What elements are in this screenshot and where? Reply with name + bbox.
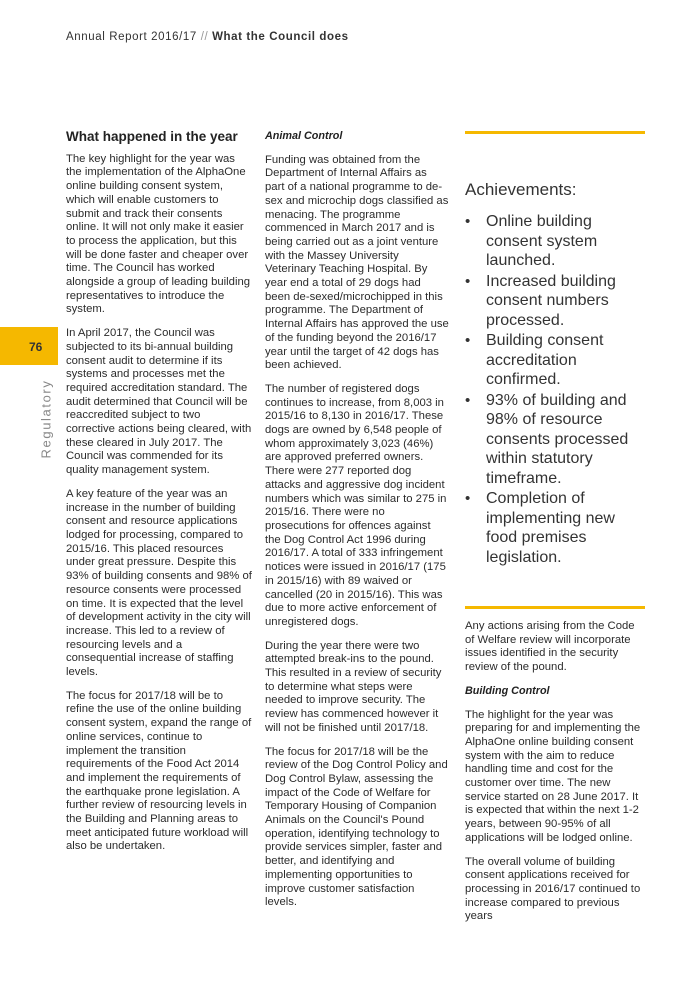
achievements-bottom-rule	[465, 606, 645, 609]
achievement-text: 93% of building and 98% of resource consents processed within statutory timeframe.	[486, 391, 629, 487]
paragraph: Funding was obtained from the Department of Internal Affairs as part of a national programme to de-sex and microchip dogs classified as menacing. The programme commenced in March 2017 and is being carried out as a joint venture with the Massey University Veterinary Teaching Hospital. By year end a total of 29 dogs had been de-sexed/microchipped in this programme. The Department of Internal Affairs has approved the use of the funding beyond the 2016/17 year until the target of 42 dogs has been achieved.	[265, 153, 449, 372]
achievement-text: Increased building consent numbers processed.	[486, 272, 616, 329]
column-building-control	[465, 620, 647, 934]
achievements-top-rule	[465, 131, 645, 134]
bullet-icon: •	[465, 213, 471, 230]
side-label-text: Regulatory	[38, 379, 54, 459]
paragraph: The focus for 2017/18 will be the review of the Dog Control Policy and Dog Control Bylaw, assessing the impact of the Code of Welfare for Temporary Housing of Companion Animals on the Council's Pound operation, identifying technology to provide services simpler, faster and better, and identifying and implementing opportunities to improve customer satisfaction levels.	[265, 745, 448, 909]
report-title: Annual Report 2016/17	[66, 31, 197, 43]
heading-building-control: Building Control	[465, 684, 550, 697]
section-title: What the Council does	[212, 31, 349, 43]
achievement-item	[465, 331, 647, 390]
achievement-item	[465, 272, 647, 331]
paragraph: The number of registered dogs continues to increase, from 8,003 in 2015/16 to 8,130 in 2016/17. These dogs are owned by 6,548 people of whom approximately 3,023 (46%) are approved preferred owners. There were 277 reported dog attacks and aggressive dog incident numbers which was similar to 275 in 2015/16. There were no prosecutions for offences against the Dog Control Act 1996 during 2016/17. A total of 333 infringement notices were issued in 2016/17 (175 in 2015/16) with 89 waived or cancelled (20 in 2015/16). This was due to more active enforcement of unregistered dogs.	[265, 382, 447, 628]
running-header	[66, 31, 349, 43]
achievement-item	[465, 212, 647, 271]
achievement-text: Building consent accreditation confirmed.	[486, 332, 604, 388]
paragraph: The key highlight for the year was the implementation of the AlphaOne online building consent system, which will enable customers to submit and track their consents online. It will not only make it easier to process the application, but this will be done faster and cheaper over time. The Council has worked alongside a group of leading building representatives to introduce the system.	[66, 152, 251, 316]
bullet-icon: •	[465, 272, 471, 290]
paragraph: A key feature of the year was an increase in the number of building consent and resource applications lodged for processing, compared to 2015/16. This placed resources under great pressure. Despite this 93% of building consents and 98% of resource consents were processed on time. It is expected that the level of development activity in the city will increase. This led to a review of resourcing levels and a consequential increase of staffing levels.	[66, 487, 252, 679]
column-what-happened	[66, 130, 252, 864]
achievements-list	[465, 212, 647, 567]
paragraph: In April 2017, the Council was subjected to its bi-annual building consent audit to determine if its systems and processes met the required accreditation standard. The audit determined that Council will be reaccredited subject to two corrective actions being cleared, with these cleared in July 2017. The Council was commended for its quality management system.	[66, 327, 252, 477]
paragraph: The overall volume of building consent applications received for processing in 2016/17 continued to increase compared to previous years	[465, 855, 641, 923]
bullet-icon: •	[465, 332, 471, 349]
paragraph: Any actions arising from the Code of Welfare review will incorporate issues identified in the security review of the pound.	[465, 620, 635, 674]
achievement-text: Online building consent system launched.	[486, 213, 598, 269]
achievement-item	[465, 489, 647, 567]
paragraph: The highlight for the year was preparing for and implementing the AlphaOne online building consent system with the aim to reduce handling time and cost for the customer over time. The new service started on 28 June 2017. It is expected that within the next 1-2 years, between 90-95% of all applications will be lodged online.	[465, 708, 641, 844]
page-number: 76	[29, 340, 43, 354]
paragraph: The focus for 2017/18 will be to refine the use of the online building consent system, expand the range of online services, continue to implement the transition requirements of the Food Act 2014 and implement the requirements of the earthquake prone legislation. A further review of resourcing levels in the Building and Planning areas to meet anticipated future workload will also be undertaken.	[66, 689, 252, 853]
achievements-box	[465, 180, 647, 568]
bullet-icon: •	[465, 490, 471, 507]
achievements-title: Achievements:	[465, 180, 577, 199]
header-separator: //	[200, 31, 209, 43]
achievement-text: Completion of implementing new food premises legislation.	[486, 490, 615, 566]
heading-animal-control: Animal Control	[265, 130, 343, 142]
bullet-icon: •	[465, 391, 471, 409]
paragraph: During the year there were two attempted break-ins to the pound. This resulted in a review of security to determine what steps were needed to improve security. The review has commenced however it will not be finished until 2017/18.	[265, 639, 442, 734]
achievement-item	[465, 391, 647, 489]
section-side-label	[39, 377, 53, 461]
column-animal-control	[265, 130, 449, 920]
heading-what-happened: What happened in the year	[66, 129, 238, 144]
